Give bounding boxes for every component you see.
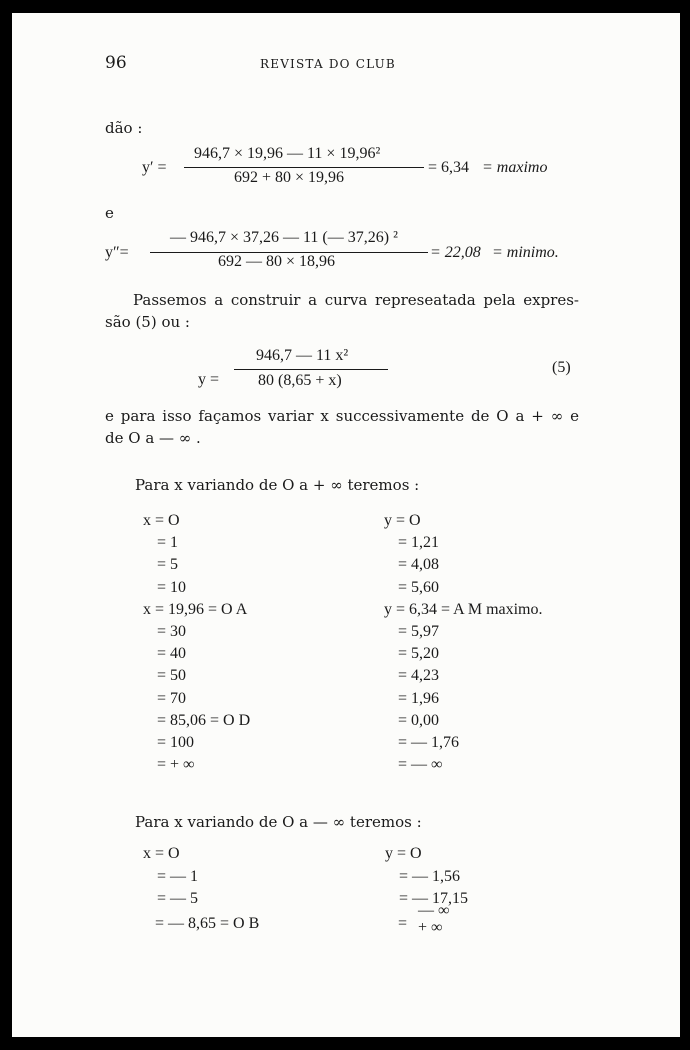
table2-heading: Para x variando de O a — ∞ teremos : bbox=[135, 813, 422, 831]
table1-row-y-value: = 1,96 bbox=[398, 689, 440, 707]
paragraph-vary-x bbox=[105, 405, 579, 449]
table1-heading: Para x variando de O a + ∞ teremos : bbox=[135, 476, 420, 494]
eq3-lhs: y = bbox=[198, 371, 220, 388]
eq2-label: = minimo. bbox=[492, 244, 559, 261]
eq1-value: = 6,34 bbox=[428, 159, 470, 176]
table2-row-y-value: = — 1,56 bbox=[399, 867, 461, 885]
table1-row-x-value: = 1 bbox=[157, 534, 179, 552]
table1-row-x-value: x = 19,96 = O A bbox=[143, 600, 248, 618]
conjunction-e: e bbox=[105, 204, 114, 222]
table1-row-y-value: y = 6,34 = A M maximo. bbox=[384, 600, 543, 618]
table1-row-x-value: = 5 bbox=[157, 556, 179, 574]
table1-row-x-value: = 70 bbox=[157, 689, 187, 707]
para1-line1: Passemos a construir a curva represeatada pela expres- bbox=[133, 291, 579, 309]
table1-row-y-value: = — ∞ bbox=[398, 756, 443, 774]
eq1-numerator: 946,7 × 19,96 — 11 × 19,96² bbox=[194, 145, 381, 162]
table2-row-y-value: = — 17,15 bbox=[399, 890, 469, 907]
table1-row-x-value: = + ∞ bbox=[157, 756, 195, 774]
table1-row-x-value: = 100 bbox=[157, 734, 195, 751]
table2-last-y-top: — ∞ bbox=[418, 902, 450, 919]
table1-row-x-value: x = O bbox=[143, 512, 180, 529]
equation-number: (5) bbox=[552, 359, 571, 376]
para1-line2: são (5) ou : bbox=[105, 313, 190, 331]
table2-row-x-value: = — 5 bbox=[157, 890, 199, 907]
table1-row-y-value: = 4,23 bbox=[398, 667, 440, 685]
table2-last-x: = — 8,65 = O B bbox=[155, 915, 260, 932]
table1-row-x-value: = 40 bbox=[157, 645, 187, 663]
table1-row-x-value: = 10 bbox=[157, 578, 187, 596]
eq1-fraction-bar bbox=[184, 167, 424, 168]
table2-last-y-bottom: + ∞ bbox=[418, 919, 443, 936]
eq3-fraction-bar bbox=[234, 369, 388, 370]
eq2-value: = 22,08 bbox=[430, 244, 481, 261]
table1-row-y-value: = — 1,76 bbox=[398, 734, 460, 751]
eq2-denominator: 692 — 80 × 18,96 bbox=[218, 253, 336, 270]
page-number: 96 bbox=[105, 53, 127, 73]
table2-row-y-value: y = O bbox=[385, 845, 422, 862]
table1-row-y-value: = 5,20 bbox=[398, 645, 440, 663]
table1-row-y-value: = 4,08 bbox=[398, 556, 440, 574]
page bbox=[12, 13, 680, 1037]
para2-line2: de O a — ∞ . bbox=[105, 429, 201, 447]
table1-row-y-value: y = O bbox=[384, 512, 421, 529]
eq3-denominator: 80 (8,65 + x) bbox=[258, 372, 342, 389]
table1-row-x-value: = 50 bbox=[157, 667, 187, 685]
table1-row-y-value: = 5,60 bbox=[398, 578, 440, 596]
intro-text: dão : bbox=[105, 119, 143, 137]
eq1-denominator: 692 + 80 × 19,96 bbox=[234, 169, 345, 186]
eq2-numerator: — 946,7 × 37,26 — 11 (— 37,26) ² bbox=[170, 229, 398, 246]
para2-line1: e para isso façamos variar x successivamente de O a + ∞ e bbox=[105, 407, 579, 425]
table1-row-x-value: = 85,06 = O D bbox=[157, 711, 251, 729]
table1-row-y-value: = 5,97 bbox=[398, 623, 440, 640]
table2-row-x-value: = — 1 bbox=[157, 867, 199, 885]
table2-last-y-equals: = bbox=[398, 915, 408, 932]
running-title: REVISTA DO CLUB bbox=[260, 57, 396, 71]
table2-row-x-value: x = O bbox=[143, 845, 180, 862]
table1-row-y-value: = 1,21 bbox=[398, 534, 440, 552]
paragraph-construct-curve bbox=[105, 289, 579, 333]
eq3-numerator: 946,7 — 11 x² bbox=[256, 347, 349, 364]
table2-last-y-brace bbox=[418, 902, 449, 936]
table1-row-y-value: = 0,00 bbox=[398, 711, 440, 729]
eq2-lhs: y″= bbox=[105, 244, 129, 261]
table1-row-x-value: = 30 bbox=[157, 623, 187, 640]
eq1-label: = maximo bbox=[482, 159, 548, 176]
eq1-lhs: y′ = bbox=[142, 159, 167, 176]
